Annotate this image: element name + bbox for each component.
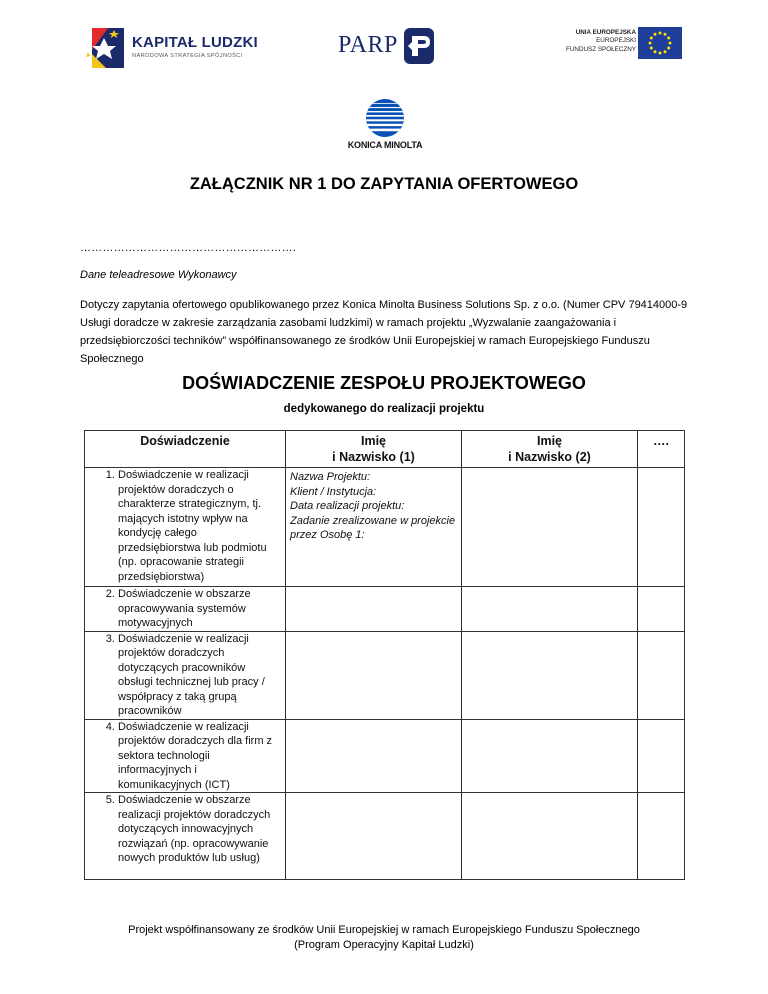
konica-minolta-logo-text: KONICA MINOLTA [347,140,423,150]
contractor-data-placeholder: …………………………………………………. [80,242,297,254]
table-row [85,793,685,880]
person-2-cell[interactable] [462,587,638,632]
person-1-cell[interactable] [286,468,462,587]
task-field: Zadanie zrealizowane w projekcie przez Osobę 1: [290,514,456,541]
header-experience: Doświadczenie [85,431,286,468]
konica-minolta-logo [333,98,437,158]
client-field: Klient / Instytucja: [290,485,377,498]
parp-logo-text: PARP [338,32,398,58]
parp-emblem-icon [404,28,434,64]
kapital-ludzki-subtitle: NARODOWA STRATEGIA SPÓJNOŚCI [132,53,243,59]
kapital-ludzki-emblem-icon [84,24,128,72]
table-row [85,719,685,793]
person-1-cell[interactable] [286,719,462,793]
person-1-cell[interactable] [286,587,462,632]
experience-item-1: 1. Doświadczenie w realizacji projektów doradczych o charakterze strategicznym, tj. mających istotny wpływ na kondycję całego przedsiębiorstwa lub podmiotu (np. opracowanie strategii przedsiębiorstwa) [118,468,285,584]
person-2-cell[interactable] [462,468,638,587]
person-2-cell[interactable] [462,793,638,880]
header-more-persons: …. [638,431,685,468]
eu-flag-icon [638,27,682,59]
header-person-2: Imię i Nazwisko (2) [462,431,638,468]
more-persons-cell[interactable] [638,719,685,793]
experience-item-4: 4. Doświadczenie w realizacji projektów doradczych dla firm z sektora technologii informacyjnych i komunikacyjnych (ICT) [118,720,285,793]
page-footer [0,923,768,953]
more-persons-cell[interactable] [638,793,685,880]
annex-title: ZAŁĄCZNIK NR 1 DO ZAPYTANIA OFERTOWEGO [189,175,579,193]
experience-item-3: 3. Doświadczenie w realizacji projektów doradczych dotyczących pracowników obsługi technicznej lub pracy / współpracy z taką grupą pracowników [118,632,285,719]
project-date-field: Data realizacji projektu: [290,500,405,512]
inquiry-reference-paragraph: Dotyczy zapytania ofertowego opublikowanego przez Konica Minolta Business Solutions Sp. z o.o. (Numer CPV 79414000-9 Usługi doradcze w zakresie zarządzania zasobami ludzkimi) w ramach projektu „Wyzwalanie zaangażowania i przedsiębiorczości techników” współfinansowanego ze środków Unii Europejskiej w ramach Europejskiego Funduszu Społecznego [80,299,688,365]
section-title: DOŚWIADCZENIE ZESPOŁU PROJEKTOWEGO [182,373,586,393]
footer-line-2: (Program Operacyjny Kapitał Ludzki) [294,939,474,951]
team-experience-table [84,430,685,880]
table-row [85,587,685,632]
experience-cell [85,631,286,719]
person-1-cell[interactable] [286,631,462,719]
parp-logo [338,26,438,66]
header-person-1: Imię i Nazwisko (1) [286,431,462,468]
kapital-ludzki-logo [84,24,258,72]
experience-item-5: 5. Doświadczenie w obszarze realizacji projektów doradczych dotyczących innowacyjnych rozwiązań (np. opracowywanie nowych produktów lub usług) [118,793,285,866]
person-1-cell[interactable] [286,793,462,880]
section-subtitle: dedykowanego do realizacji projektu [283,403,485,415]
person-2-cell[interactable] [462,631,638,719]
table-row [85,631,685,719]
kapital-ludzki-title: KAPITAŁ LUDZKI [132,34,258,51]
project-name-field: Nazwa Projektu: [290,471,371,483]
eu-logo-text: UNIA EUROPEJSKA EUROPEJSKI FUNDUSZ SPOŁECZNY [566,29,636,53]
more-persons-cell[interactable] [638,587,685,632]
experience-cell [85,587,286,632]
footer-line-1: Projekt współfinansowany ze środków Unii Europejskiej w ramach Europejskiego Funduszu Społecznego [128,924,640,936]
more-persons-cell[interactable] [638,631,685,719]
contractor-data-label: Dane teleadresowe Wykonawcy [80,269,237,281]
konica-minolta-globe-icon [365,98,405,138]
experience-cell [85,719,286,793]
more-persons-cell[interactable] [638,468,685,587]
experience-cell [85,468,286,587]
eu-logo [550,27,682,63]
experience-item-2: 2. Doświadczenie w obszarze opracowywania systemów motywacyjnych [118,587,285,631]
experience-cell [85,793,286,880]
table-row [85,468,685,587]
table-header-row [85,431,685,468]
person-2-cell[interactable] [462,719,638,793]
